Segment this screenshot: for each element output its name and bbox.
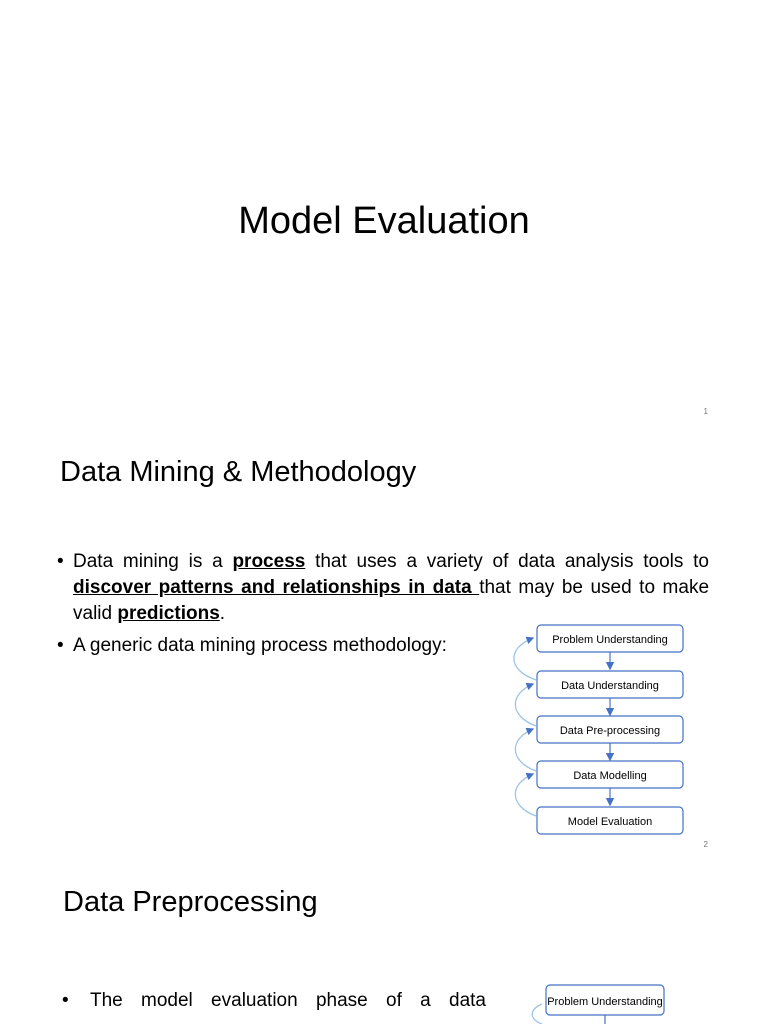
bullet-list: [62, 988, 486, 1014]
bullet-marker: •: [62, 990, 69, 1011]
bullet-text: A generic data mining process methodology:: [73, 635, 447, 656]
flowchart-svg: [505, 620, 690, 840]
flow-step: [537, 761, 683, 788]
loop-arrow: [515, 774, 536, 816]
slide-number: 2: [703, 840, 708, 849]
flow-step-label: Data Pre-processing: [559, 725, 661, 737]
loop-arrow: [515, 729, 536, 771]
slide-3: [0, 860, 768, 1024]
flow-step-label: Problem Understanding: [552, 634, 668, 646]
bullet-marker: •: [57, 551, 64, 572]
flow-step: [537, 671, 683, 698]
bullet-item: [62, 988, 486, 1014]
slide-number: 1: [703, 407, 708, 416]
methodology-flowchart: [505, 620, 690, 840]
flow-step: [546, 985, 664, 1015]
bullet-marker: •: [57, 635, 64, 656]
flow-step: [537, 625, 683, 652]
flow-step-label: Problem Understanding: [547, 996, 663, 1008]
flow-step: [537, 807, 683, 834]
bullet-item: [57, 549, 709, 627]
flow-step-label: Data Modelling: [573, 770, 647, 782]
flow-step: [537, 716, 683, 743]
methodology-flowchart: [518, 980, 678, 1024]
loop-arrow: [515, 684, 536, 726]
bullet-text: Data mining is a process that uses a variety of data analysis tools to discover patterns and relationships in data that may be used to make valid predictions.: [73, 551, 710, 624]
slide-1: [0, 0, 768, 430]
flow-step-label: Model Evaluation: [567, 816, 653, 828]
loop-arrow: [514, 638, 536, 680]
flowchart-svg: [518, 980, 678, 1024]
slide-title: Data Preprocessing: [63, 886, 318, 918]
slide-title: Model Evaluation: [238, 200, 530, 242]
slide-title: Data Mining & Methodology: [60, 456, 417, 488]
slide-2: [0, 430, 768, 860]
bullet-text: The model evaluation phase of a data: [90, 990, 486, 1011]
flow-step-label: Data Understanding: [561, 680, 659, 692]
loop-arrow: [532, 1004, 542, 1024]
